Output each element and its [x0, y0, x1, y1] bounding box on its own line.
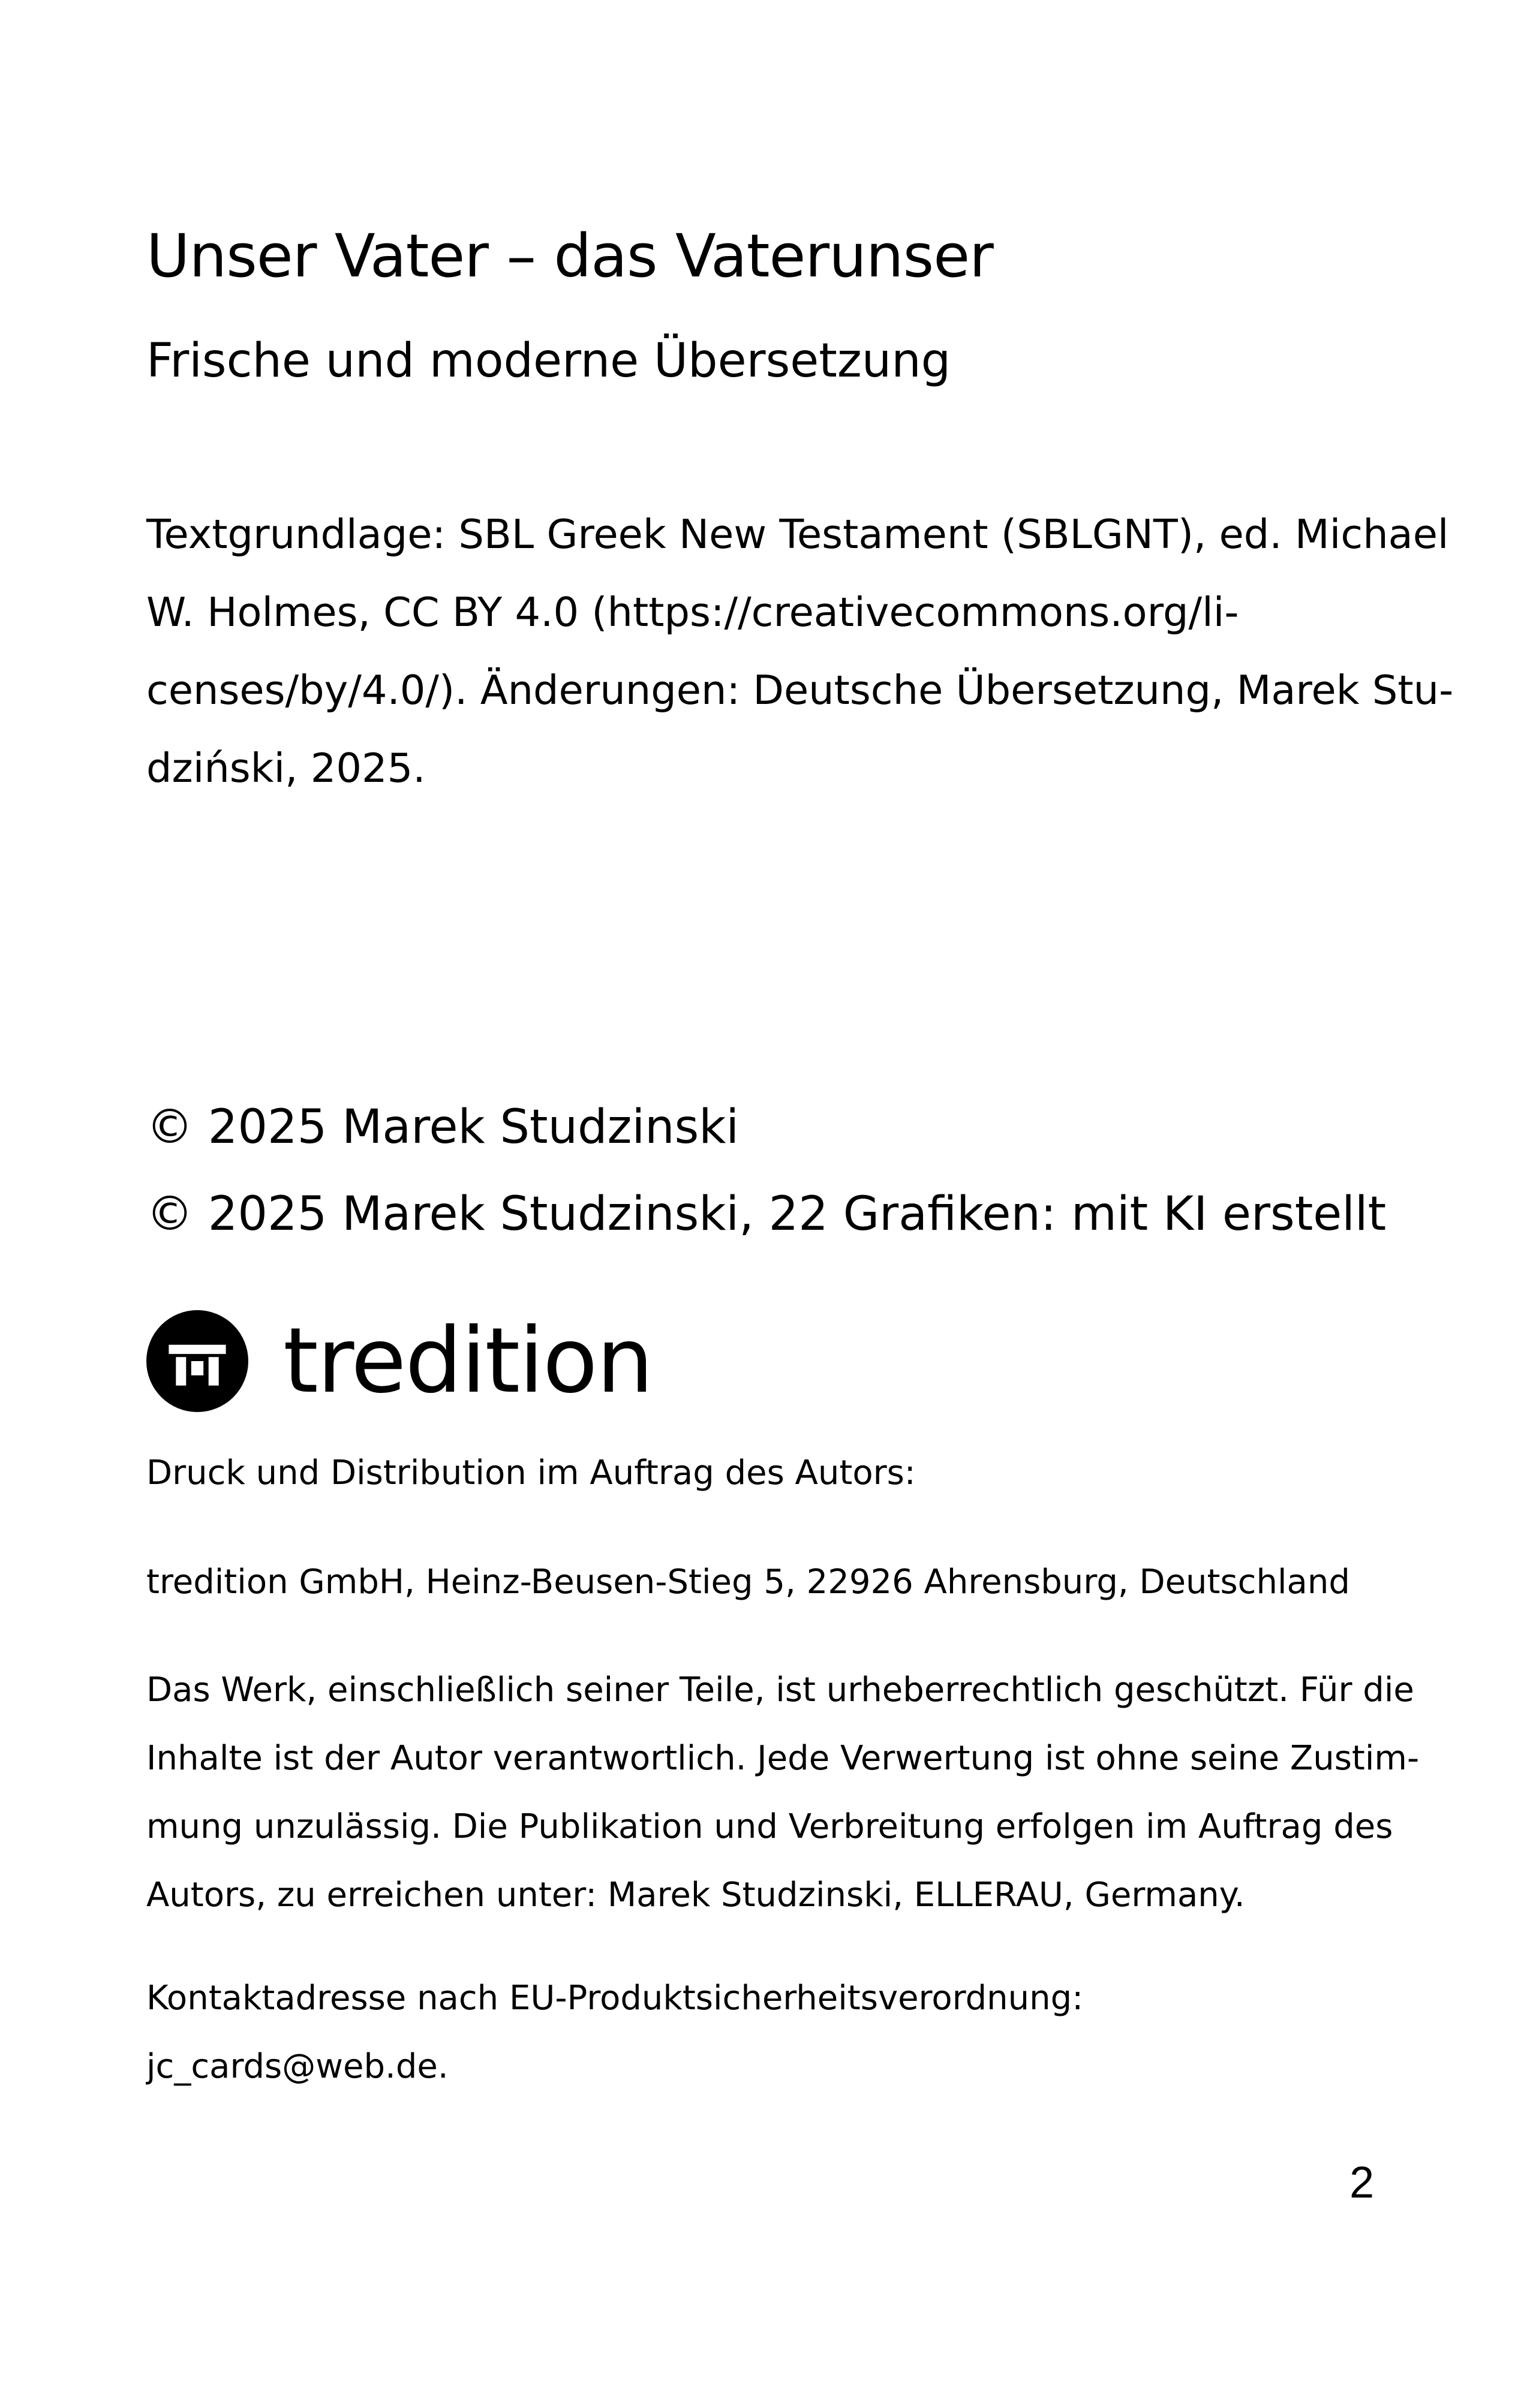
- rights-paragraph: [146, 1656, 1420, 1930]
- rights-line: Das Werk, einschließlich seiner Teile, ist urheberrechtlich geschützt. Für die: [146, 1670, 1414, 1709]
- text-basis-line: W. Holmes, CC BY 4.0 (https://creativecommons.org/li-: [146, 589, 1239, 636]
- text-basis-line: dziński, 2025.: [146, 745, 426, 791]
- text-basis-line: censes/by/4.0/). Änderungen: Deutsche Übersetzung, Marek Stu-: [146, 667, 1454, 714]
- rights-line: mung unzulässig. Die Publikation und Verbreitung erfolgen im Auftrag des: [146, 1807, 1393, 1846]
- contact-block: [146, 1964, 1083, 2101]
- page-number: 2: [1349, 2157, 1375, 2207]
- tredition-wordmark: tredition: [283, 1309, 653, 1413]
- rights-line: Autors, zu erreichen unter: Marek Studzinski, ELLERAU, Germany.: [146, 1876, 1245, 1915]
- print-distribution-label: Druck und Distribution im Auftrag des Autors:: [146, 1453, 916, 1492]
- text-basis-paragraph: [146, 495, 1454, 807]
- copyright-graphics-line: © 2025 Marek Studzinski, 22 Grafiken: mit KI erstellt: [146, 1187, 1387, 1241]
- text-basis-line: Textgrundlage: SBL Greek New Testament (SBLGNT), ed. Michael: [146, 511, 1449, 558]
- rights-line: Inhalte ist der Autor verantwortlich. Jede Verwertung ist ohne seine Zustim-: [146, 1739, 1420, 1778]
- tredition-logo-icon: [146, 1310, 248, 1412]
- contact-label: Kontaktadresse nach EU-Produktsicherheitsverordnung:: [146, 1979, 1084, 2018]
- contact-email[interactable]: jc_cards@web.de.: [146, 2047, 449, 2086]
- book-title: Unser Vater – das Vaterunser: [146, 222, 993, 291]
- copyright-line: © 2025 Marek Studzinski: [146, 1100, 740, 1154]
- publisher-address: tredition GmbH, Heinz-Beusen-Stieg 5, 22926 Ahrensburg, Deutschland: [146, 1563, 1350, 1602]
- tredition-logo: [146, 1307, 653, 1415]
- book-subtitle: Frische und moderne Übersetzung: [146, 334, 951, 388]
